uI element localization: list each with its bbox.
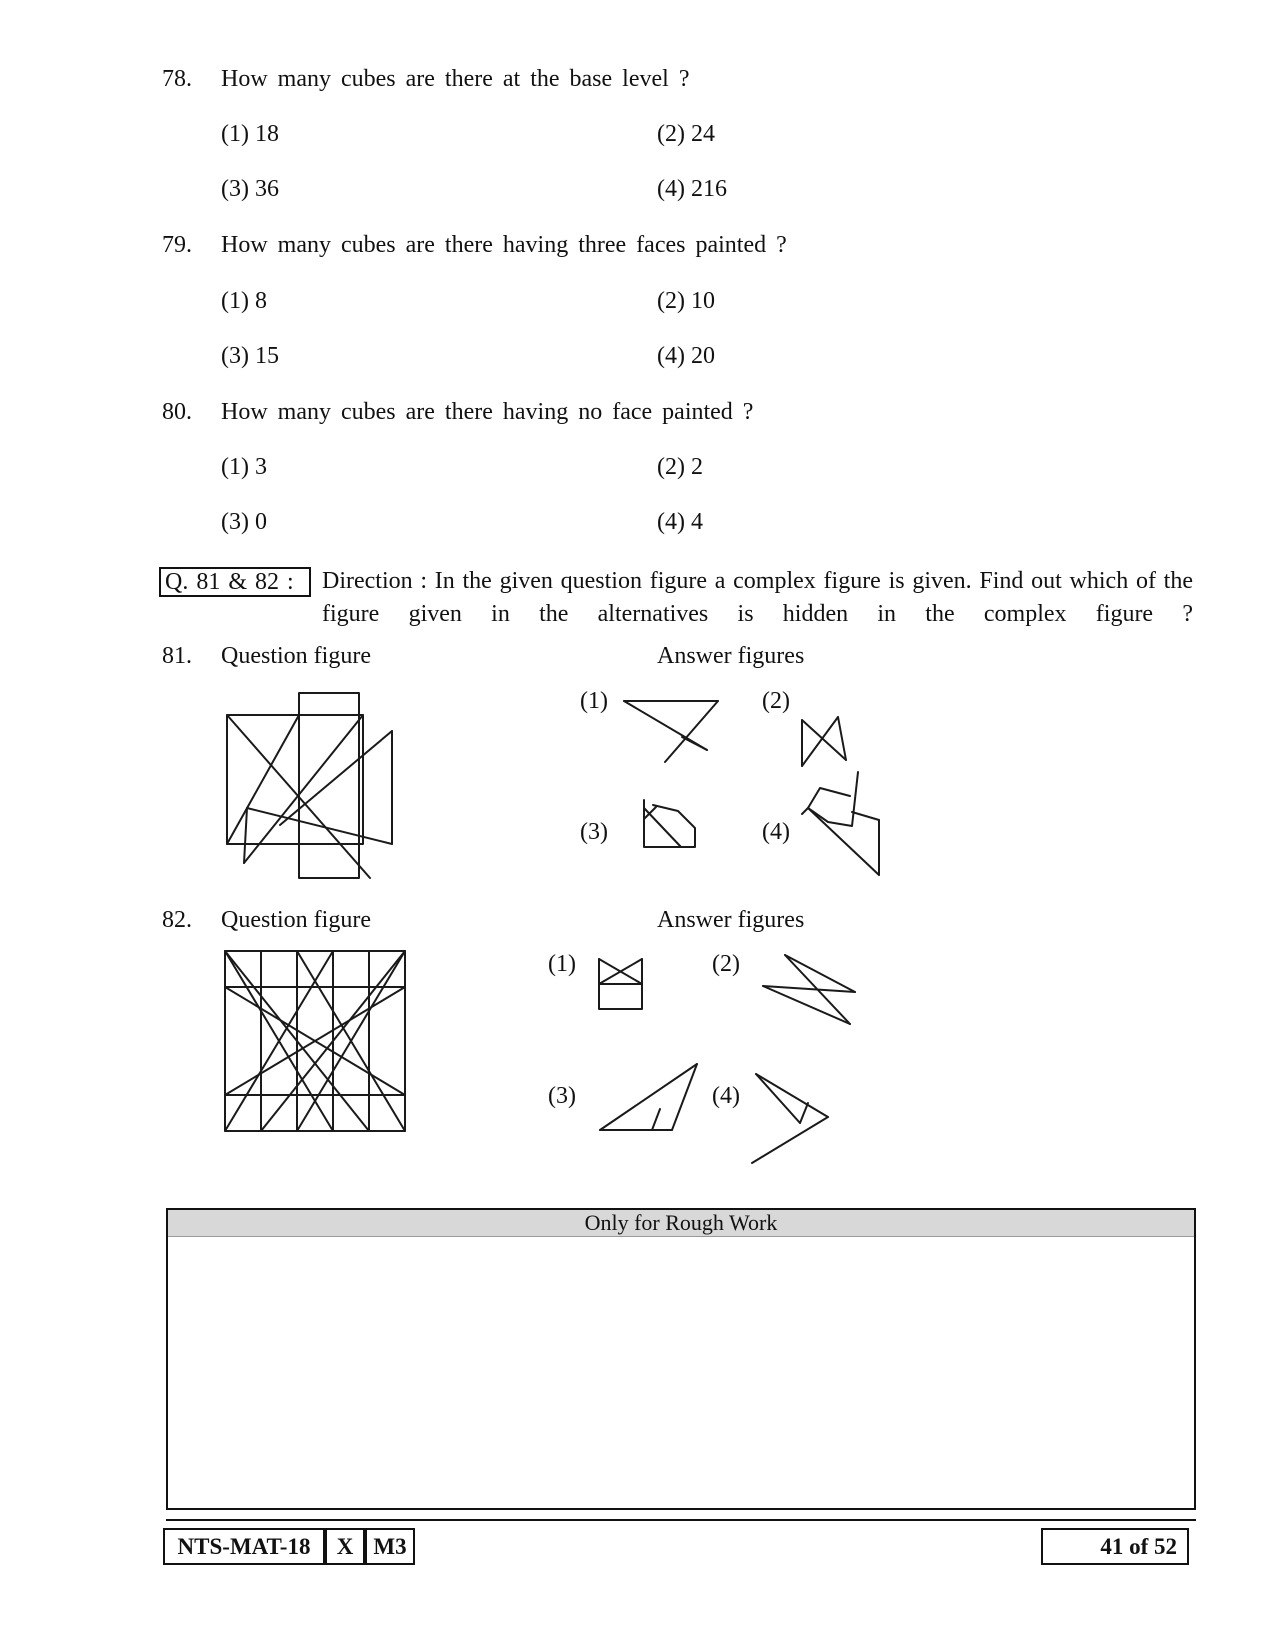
option-4: (4) 4 (657, 509, 703, 535)
answer-option-label: (2) (712, 951, 740, 977)
q81-answer-figure-4 (800, 770, 885, 880)
class-code: X (325, 1528, 365, 1565)
q82-answer-figure-1 (594, 954, 654, 1014)
set-code: M3 (365, 1528, 415, 1565)
answer-option-label: (4) (712, 1083, 740, 1109)
question-text: How many cubes are there at the base level ? (221, 66, 690, 92)
question-text: How many cubes are there having no face painted ? (221, 399, 754, 425)
option-3: (3) 36 (221, 176, 279, 202)
q82-answer-figure-3 (597, 1060, 702, 1135)
answer-option-label: (3) (548, 1083, 576, 1109)
question-figure-label: Question figure (221, 907, 371, 933)
question-number: 78. (162, 66, 192, 92)
option-4: (4) 216 (657, 176, 727, 202)
answer-option-label: (1) (548, 951, 576, 977)
rough-work-title: Only for Rough Work (168, 1210, 1194, 1237)
question-figure-label: Question figure (221, 643, 371, 669)
answer-option-label: (3) (580, 819, 608, 845)
question-number: 82. (162, 907, 192, 933)
answer-figures-label: Answer figures (657, 643, 805, 669)
q81-answer-figure-2 (798, 712, 858, 772)
question-number: 80. (162, 399, 192, 425)
footer-divider (166, 1519, 1196, 1521)
page-number: 41 of 52 (1041, 1528, 1189, 1565)
option-2: (2) 10 (657, 288, 715, 314)
option-3: (3) 0 (221, 509, 267, 535)
direction-tag: Q. 81 & 82 : (159, 567, 311, 597)
direction-text: Direction : In the given question figure a complex figure is given. Find out which of the figure given in the alternatives is hidden in the complex figure ? (322, 568, 1193, 627)
option-2: (2) 2 (657, 454, 703, 480)
question-number: 81. (162, 643, 192, 669)
option-3: (3) 15 (221, 343, 279, 369)
q82-answer-figure-2 (755, 950, 865, 1030)
paper-code: NTS-MAT-18 (163, 1528, 325, 1565)
option-2: (2) 24 (657, 121, 715, 147)
q81-answer-figure-1 (622, 697, 722, 767)
answer-option-label: (1) (580, 688, 608, 714)
question-number: 79. (162, 232, 192, 258)
q82-answer-figure-4 (748, 1068, 838, 1168)
question-text: How many cubes are there having three faces painted ? (221, 232, 787, 258)
rough-work-box (166, 1208, 1196, 1510)
q82-question-figure (220, 946, 410, 1136)
option-1: (1) 8 (221, 288, 267, 314)
answer-option-label: (2) (762, 688, 790, 714)
q81-answer-figure-3 (640, 795, 700, 855)
option-1: (1) 3 (221, 454, 267, 480)
option-1: (1) 18 (221, 121, 279, 147)
answer-figures-label: Answer figures (657, 907, 805, 933)
q81-question-figure (220, 688, 400, 883)
answer-option-label: (4) (762, 819, 790, 845)
option-4: (4) 20 (657, 343, 715, 369)
